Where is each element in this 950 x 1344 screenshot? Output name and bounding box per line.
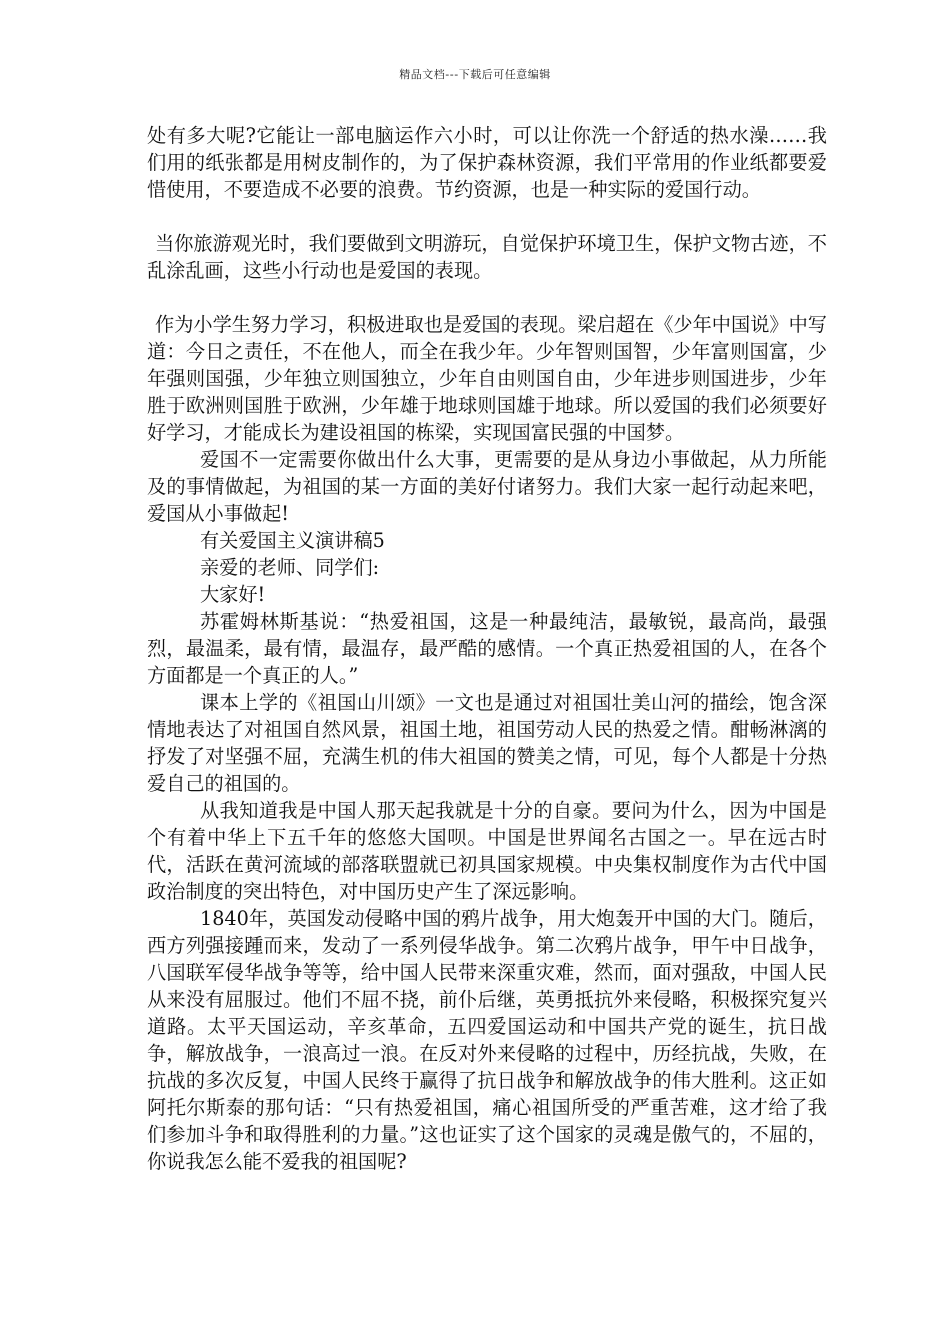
- paragraph-spacer: [147, 203, 827, 230]
- paragraph-3: 作为小学生努力学习，积极进取也是爱国的表现。梁启超在《少年中国说》中写道：今日之责任，不在他人，而全在我少年。少年智则国智，少年富则国富，少年强则国强，少年独立则国独立，少年自由则国自由，少年进步则国进步，少年胜于欧洲则国胜于欧洲，少年雄于地球则国雄于地球。所以爱国的我们必须要好好学习，才能成长为建设祖国的栋梁，实现国富民强的中国梦。: [147, 313, 827, 444]
- paragraph-2: 当你旅游观光时，我们要做到文明游玩，自觉保护环境卫生，保护文物古迹，不乱涂乱画，这些小行动也是爱国的表现。: [147, 232, 827, 282]
- paragraph-pride: 从我知道我是中国人那天起我就是十分的自豪。要问为什么，因为中国是个有着中华上下五千年的悠悠大国呗。中国是世界闻名古国之一。早在远古时代，活跃在黄河流域的部落联盟就已初具国家规模。中央集权制度作为古代中国政治制度的突出特色，对中国历史产生了深远影响。: [147, 799, 827, 903]
- paragraph-history: 1840年，英国发动侵略中国的鸦片战争，用大炮轰开中国的大门。随后，西方列强接踵而来，发动了一系列侵华战争。第二次鸦片战争，甲午中日战争，八国联军侵华战争等等，给中国人民带来深重灾难，然而，面对强敌，中国人民从来没有屈服过。他们不屈不挠，前仆后继，英勇抵抗外来侵略，积极探究复兴道路。太平天国运动，辛亥革命，五四爱国运动和中国共产党的诞生，抗日战争，解放战争，一浪高过一浪。在反对外来侵略的过程中，历经抗战，失败，在抗战的多次反复，中国人民终于赢得了抗日战争和解放战争的伟大胜利。这正如阿托尔斯泰的那句话：“只有热爱祖国，痛心祖国所受的严重苦难，这才给了我们参加斗争和取得胜利的力量。”这也证实了这个国家的灵魂是傲气的，不屈的，你说我怎么能不爱我的祖国呢?: [147, 907, 827, 1173]
- greeting: 大家好!: [200, 583, 266, 606]
- page-header: 精品文档---下载后可任意编辑: [399, 68, 551, 81]
- paragraph-1: 处有多大呢?它能让一部电脑运作六小时，可以让你洗一个舒适的热水澡……我们用的纸张都是用树皮制作的，为了保护森林资源，我们平常用的作业纸都要爱惜使用，不要造成不必要的浪费。节约资源，也是一种实际的爱国行动。: [147, 124, 827, 201]
- paragraph-quote: 苏霍姆林斯基说：“热爱祖国，这是一种最纯洁，最敏锐，最高尚，最强烈，最温柔，最有情，最温存，最严酷的感情。一个真正热爱祖国的人，在各个方面都是一个真正的人。”: [147, 610, 827, 687]
- paragraph-spacer: [147, 284, 827, 311]
- salutation: 亲爱的老师、同学们:: [200, 556, 380, 579]
- paragraph-4: 爱国不一定需要你做出什么大事，更需要的是从身边小事做起，从力所能及的事情做起，为祖国的某一方面的美好付诸努力。我们大家一起行动起来吧，爱国从小事做起!: [147, 448, 827, 525]
- speech-title: 有关爱国主义演讲稿5: [200, 529, 385, 552]
- document-body: [147, 122, 827, 1175]
- paragraph-textbook: 课本上学的《祖国山川颂》一文也是通过对祖国壮美山河的描绘，饱含深情地表达了对祖国自然风景，祖国土地，祖国劳动人民的热爱之情。酣畅淋漓的抒发了对坚强不屈，充满生机的伟大祖国的赞美之情，可见，每个人都是十分热爱自己的祖国的。: [147, 691, 827, 795]
